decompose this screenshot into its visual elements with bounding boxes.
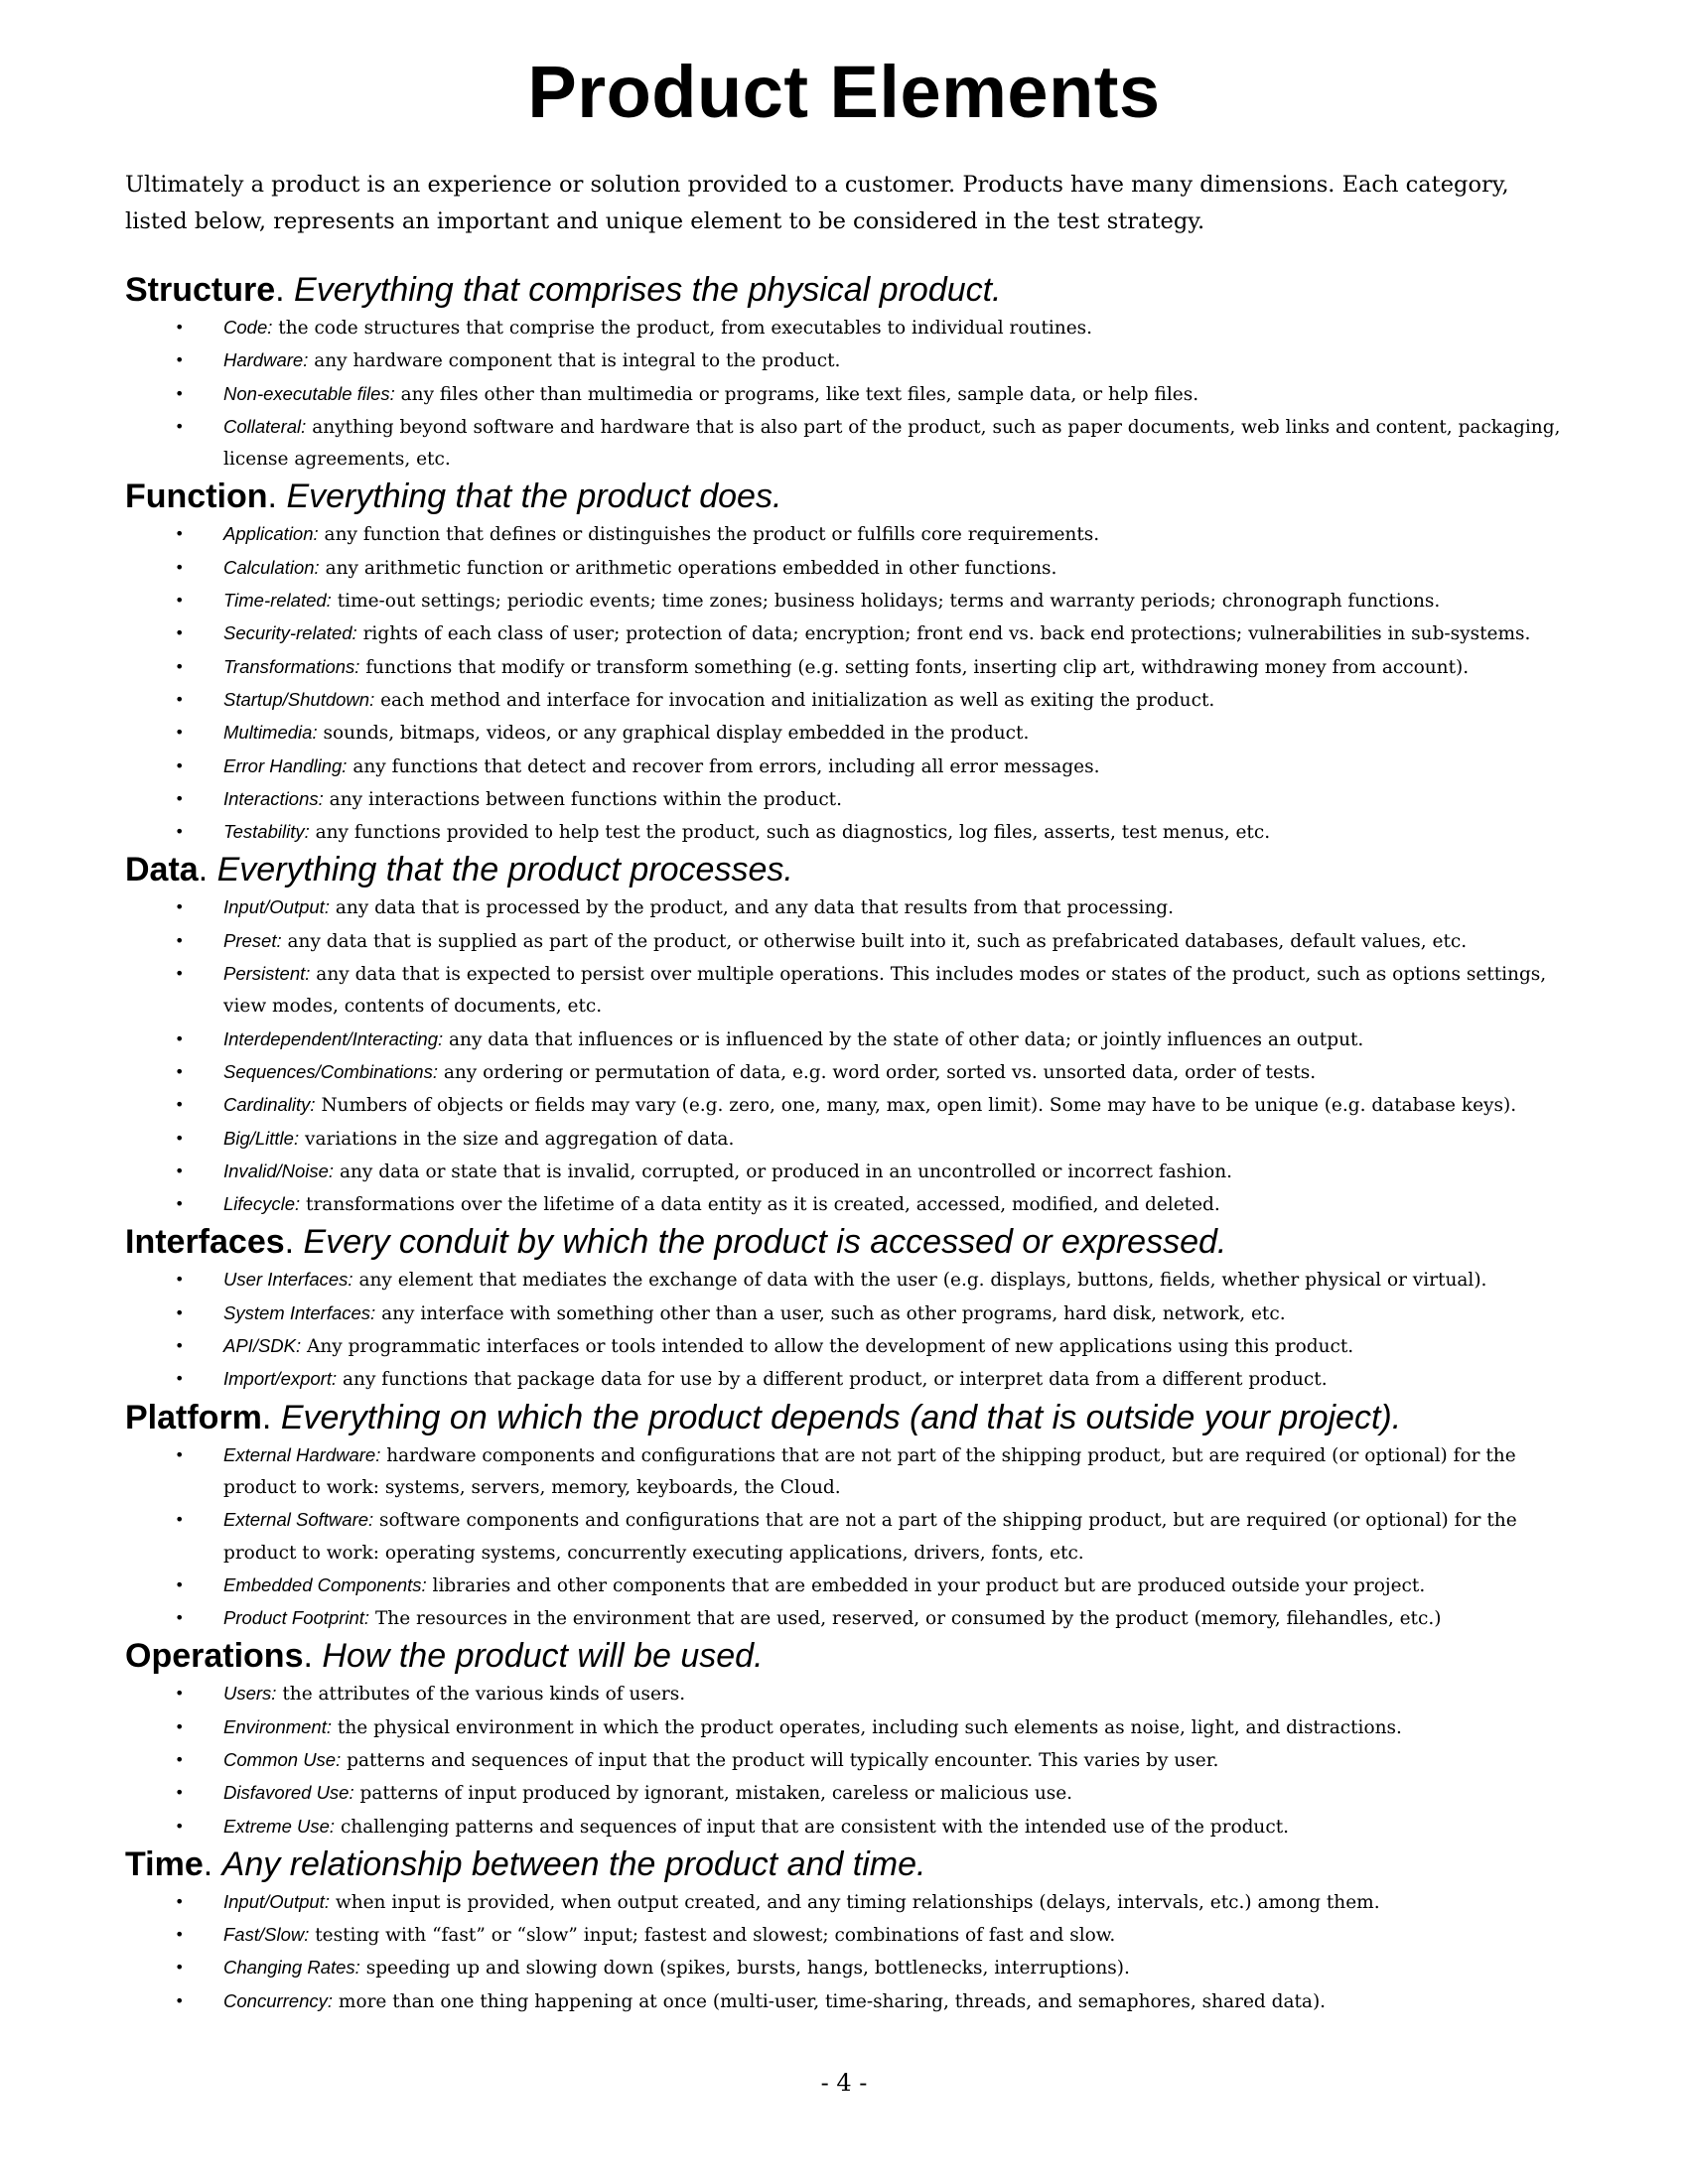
list-item bbox=[125, 1089, 1575, 1122]
list-item bbox=[125, 1777, 1575, 1810]
bullet-icon: • bbox=[175, 1160, 185, 1180]
item-description: patterns of input produced by ignorant, mistaken, careless or malicious use. bbox=[359, 1783, 1073, 1805]
list-item bbox=[125, 1439, 1575, 1505]
section-heading-function bbox=[125, 477, 1575, 516]
item-term: Concurrency: bbox=[223, 1989, 334, 2011]
list-item bbox=[125, 1297, 1575, 1330]
item-description: any data that is processed by the product, and any data that results from that processing. bbox=[335, 897, 1175, 919]
list-item bbox=[125, 1123, 1575, 1156]
bullet-icon: • bbox=[175, 623, 185, 643]
bullet-icon: • bbox=[175, 1194, 185, 1214]
item-description: when input is provided, when output created, and any timing relationships (delays, intervals, etc.) among them. bbox=[335, 1891, 1380, 1913]
list-item bbox=[125, 1919, 1575, 1952]
list-item bbox=[125, 891, 1575, 924]
item-description: variations in the size and aggregation of data. bbox=[305, 1128, 735, 1150]
list-item bbox=[125, 1188, 1575, 1221]
section-tagline: Every conduit by which the product is accessed or expressed. bbox=[303, 1223, 1227, 1262]
item-term: Import/export: bbox=[223, 1368, 338, 1390]
item-description: any functions provided to help test the product, such as diagnostics, log files, asserts, test menus, etc. bbox=[315, 822, 1271, 844]
item-term: System Interfaces: bbox=[223, 1301, 376, 1323]
section-tagline: Everything on which the product depends (and that is outside your project). bbox=[280, 1398, 1402, 1436]
item-term: Extreme Use: bbox=[223, 1815, 336, 1837]
item-description: any ordering or permutation of data, e.g. word order, sorted vs. unsorted data, order of tests. bbox=[443, 1061, 1317, 1083]
item-term: Hardware: bbox=[223, 349, 309, 371]
bullet-icon: • bbox=[175, 1891, 185, 1911]
list-item bbox=[125, 1886, 1575, 1919]
item-term: External Hardware: bbox=[223, 1443, 381, 1465]
bullet-icon: • bbox=[175, 1510, 185, 1530]
list-item bbox=[125, 1678, 1575, 1710]
item-term: Lifecycle: bbox=[223, 1193, 301, 1215]
item-term: Collateral: bbox=[223, 415, 307, 437]
section-tagline: Everything that the product does. bbox=[286, 478, 782, 516]
item-description: testing with “fast” or “slow” input; fastest and slowest; combinations of fast and slow. bbox=[315, 1925, 1116, 1947]
section-name: Structure bbox=[125, 271, 276, 309]
item-term: Invalid/Noise: bbox=[223, 1160, 335, 1181]
list-item bbox=[125, 651, 1575, 684]
bullet-list bbox=[125, 1439, 1575, 1636]
list-item bbox=[125, 1744, 1575, 1777]
list-item bbox=[125, 958, 1575, 1024]
bullet-list bbox=[125, 891, 1575, 1221]
bullet-icon: • bbox=[175, 1336, 185, 1356]
list-item bbox=[125, 312, 1575, 344]
list-item bbox=[125, 751, 1575, 783]
item-term: Input/Output: bbox=[223, 1890, 330, 1912]
item-term: Persistent: bbox=[223, 963, 311, 985]
list-item bbox=[125, 617, 1575, 650]
item-description: challenging patterns and sequences of input that are consistent with the intended use of the product. bbox=[340, 1816, 1290, 1838]
item-description: transformations over the lifetime of a data entity as it is created, accessed, modified, and deleted. bbox=[306, 1194, 1220, 1216]
bullet-icon: • bbox=[175, 383, 185, 403]
section-separator: . bbox=[203, 1844, 222, 1883]
item-term: Product Footprint: bbox=[223, 1607, 370, 1629]
bullet-icon: • bbox=[175, 1270, 185, 1290]
section-tagline: How the product will be used. bbox=[322, 1637, 764, 1676]
section-separator: . bbox=[303, 1637, 323, 1676]
list-item bbox=[125, 816, 1575, 849]
list-item bbox=[125, 552, 1575, 585]
item-description: any element that mediates the exchange of data with the user (e.g. displays, buttons, fields, whether physical or virtual). bbox=[358, 1270, 1487, 1292]
item-term: Startup/Shutdown: bbox=[223, 688, 375, 710]
item-description: any files other than multimedia or programs, like text files, sample data, or help files. bbox=[400, 383, 1199, 405]
item-description: the attributes of the various kinds of users. bbox=[282, 1684, 686, 1706]
bullet-icon: • bbox=[175, 1925, 185, 1945]
list-item bbox=[125, 344, 1575, 377]
bullet-icon: • bbox=[175, 723, 185, 743]
item-description: any interface with something other than a user, such as other programs, hard disk, network, etc. bbox=[381, 1302, 1286, 1324]
item-description: any arithmetic function or arithmetic operations embedded in other functions. bbox=[325, 557, 1057, 579]
item-description: anything beyond software and hardware that is also part of the product, such as paper documents, web links and content, packaging, license agreements, etc. bbox=[223, 416, 1561, 471]
bullet-icon: • bbox=[175, 524, 185, 544]
list-item bbox=[125, 1602, 1575, 1635]
bullet-icon: • bbox=[175, 1061, 185, 1081]
item-term: Environment: bbox=[223, 1715, 332, 1737]
item-term: Non-executable files: bbox=[223, 382, 395, 404]
bullet-icon: • bbox=[175, 1128, 185, 1148]
section-name: Data bbox=[125, 851, 199, 889]
bullet-icon: • bbox=[175, 1444, 185, 1464]
item-term: Embedded Components: bbox=[223, 1573, 427, 1595]
item-term: Application: bbox=[223, 523, 319, 545]
section-name: Time bbox=[125, 1844, 204, 1883]
item-term: Error Handling: bbox=[223, 754, 348, 776]
bullet-icon: • bbox=[175, 755, 185, 775]
section-separator: . bbox=[275, 271, 295, 309]
bullet-icon: • bbox=[175, 1958, 185, 1978]
bullet-icon: • bbox=[175, 656, 185, 676]
bullet-icon: • bbox=[175, 1095, 185, 1115]
item-term: User Interfaces: bbox=[223, 1269, 353, 1291]
section-heading-data bbox=[125, 850, 1575, 889]
item-description: time-out settings; periodic events; time zones; business holidays; terms and warranty periods; chronograph functions. bbox=[337, 591, 1441, 613]
item-term: Common Use: bbox=[223, 1748, 342, 1770]
item-description: the physical environment in which the product operates, including such elements as noise, light, and distractions. bbox=[337, 1716, 1402, 1738]
item-description: The resources in the environment that are used, reserved, or consumed by the product (memory, filehandles, etc.) bbox=[374, 1608, 1442, 1630]
section-tagline: Everything that the product processes. bbox=[216, 851, 793, 889]
item-term: Sequences/Combinations: bbox=[223, 1060, 438, 1082]
bullet-icon: • bbox=[175, 1816, 185, 1836]
intro-paragraph: Ultimately a product is an experience or solution provided to a customer. Products have many dimensions. Each category, listed below, represents an important and unique element to be considered in the test strategy. bbox=[125, 172, 1509, 234]
item-description: any functions that detect and recover from errors, including all error messages. bbox=[352, 755, 1100, 777]
page-title: Product Elements bbox=[527, 51, 1161, 133]
item-description: any data that influences or is influenced by the state of other data; or jointly influences an output. bbox=[449, 1028, 1364, 1050]
bullet-icon: • bbox=[175, 416, 185, 436]
section-heading-time bbox=[125, 1844, 1575, 1884]
section-name: Interfaces bbox=[125, 1223, 285, 1262]
bullet-icon: • bbox=[175, 964, 185, 984]
item-description: any functions that package data for use by a different product, or interpret data from a different product. bbox=[343, 1369, 1328, 1391]
item-term: API/SDK: bbox=[223, 1335, 302, 1357]
bullet-icon: • bbox=[175, 318, 185, 337]
item-term: Preset: bbox=[223, 929, 282, 951]
item-description: hardware components and configurations that are not part of the shipping product, but are required (or optional) for the product to work: systems, servers, memory, keyboards, the Cloud. bbox=[223, 1444, 1516, 1498]
item-description: more than one thing happening at once (multi-user, time-sharing, threads, and semaphores, shared data). bbox=[338, 1990, 1327, 2012]
item-description: Any programmatic interfaces or tools intended to allow the development of new applications using this product. bbox=[307, 1336, 1354, 1358]
item-description: any data that is supplied as part of the product, or otherwise built into it, such as prefabricated databases, default values, etc. bbox=[287, 930, 1468, 952]
item-term: Time-related: bbox=[223, 590, 332, 612]
section-tagline: Everything that comprises the physical product. bbox=[294, 271, 1002, 309]
item-description: each method and interface for invocation and initialization as well as exiting the product. bbox=[380, 689, 1215, 711]
section-heading-platform bbox=[125, 1398, 1575, 1437]
list-item bbox=[125, 1330, 1575, 1363]
bullet-icon: • bbox=[175, 897, 185, 917]
bullet-icon: • bbox=[175, 557, 185, 577]
section-heading-structure bbox=[125, 270, 1575, 310]
section-name: Platform bbox=[125, 1398, 262, 1436]
bullet-icon: • bbox=[175, 1716, 185, 1736]
item-description: patterns and sequences of input that the product will typically encounter. This varies by user. bbox=[347, 1749, 1219, 1771]
section-name: Function bbox=[125, 478, 268, 516]
section-separator: . bbox=[284, 1223, 304, 1262]
list-item bbox=[125, 1952, 1575, 1984]
section-separator: . bbox=[198, 851, 217, 889]
item-term: Transformations: bbox=[223, 655, 360, 677]
bullet-icon: • bbox=[175, 1749, 185, 1769]
list-item bbox=[125, 1504, 1575, 1570]
item-description: any interactions between functions within the product. bbox=[329, 788, 842, 810]
list-item bbox=[125, 585, 1575, 617]
bullet-list bbox=[125, 1264, 1575, 1396]
item-term: Security-related: bbox=[223, 622, 357, 644]
bullet-icon: • bbox=[175, 930, 185, 950]
item-term: Disfavored Use: bbox=[223, 1782, 354, 1804]
item-term: Code: bbox=[223, 317, 273, 338]
list-item bbox=[125, 518, 1575, 551]
section-separator: . bbox=[267, 478, 287, 516]
section-separator: . bbox=[261, 1398, 281, 1436]
bullet-icon: • bbox=[175, 1990, 185, 2010]
item-term: Users: bbox=[223, 1683, 277, 1705]
bullet-icon: • bbox=[175, 822, 185, 842]
bullet-icon: • bbox=[175, 689, 185, 709]
bullet-icon: • bbox=[175, 1028, 185, 1048]
list-item bbox=[125, 783, 1575, 816]
list-item bbox=[125, 1264, 1575, 1297]
item-term: Calculation: bbox=[223, 556, 320, 578]
list-item bbox=[125, 411, 1575, 477]
item-description: software components and configurations that are not a part of the shipping product, but are required (or optional) for the product to work: operating systems, concurrently executing applications, drivers, fonts, etc. bbox=[223, 1510, 1517, 1564]
item-description: speeding up and slowing down (spikes, bursts, hangs, bottlenecks, interruptions). bbox=[365, 1958, 1130, 1979]
bullet-icon: • bbox=[175, 1574, 185, 1594]
bullet-icon: • bbox=[175, 1684, 185, 1704]
item-term: Interdependent/Interacting: bbox=[223, 1027, 444, 1049]
item-description: rights of each class of user; protection of data; encryption; front end vs. back end protections; vulnerabilities in sub-systems. bbox=[362, 623, 1531, 645]
bullet-icon: • bbox=[175, 1302, 185, 1322]
item-term: Multimedia: bbox=[223, 722, 318, 744]
item-description: sounds, bitmaps, videos, or any graphical display embedded in the product. bbox=[323, 723, 1030, 745]
bullet-icon: • bbox=[175, 1783, 185, 1803]
item-term: External Software: bbox=[223, 1509, 374, 1531]
item-term: Input/Output: bbox=[223, 896, 330, 918]
bullet-list bbox=[125, 1886, 1575, 2018]
list-item bbox=[125, 1570, 1575, 1602]
bullet-icon: • bbox=[175, 1608, 185, 1628]
list-item bbox=[125, 378, 1575, 411]
bullet-icon: • bbox=[175, 788, 185, 808]
item-term: Changing Rates: bbox=[223, 1957, 360, 1979]
page-number: - 4 - bbox=[820, 2069, 868, 2097]
item-term: Interactions: bbox=[223, 787, 324, 809]
item-description: libraries and other components that are embedded in your product but are produced outside your project. bbox=[432, 1574, 1426, 1596]
section-heading-interfaces bbox=[125, 1222, 1575, 1262]
item-term: Fast/Slow: bbox=[223, 1924, 310, 1946]
bullet-icon: • bbox=[175, 591, 185, 611]
list-item bbox=[125, 1156, 1575, 1188]
bullet-list bbox=[125, 312, 1575, 476]
sections-container bbox=[125, 270, 1575, 2019]
item-term: Cardinality: bbox=[223, 1094, 316, 1116]
item-description: functions that modify or transform something (e.g. setting fonts, inserting clip art, withdrawing money from account). bbox=[365, 656, 1470, 678]
item-description: the code structures that comprise the product, from executables to individual routines. bbox=[278, 318, 1093, 339]
list-item bbox=[125, 717, 1575, 750]
item-description: any function that defines or distinguishes the product or fulfills core requirements. bbox=[324, 524, 1100, 546]
list-item bbox=[125, 1056, 1575, 1089]
item-description: any data or state that is invalid, corrupted, or produced in an uncontrolled or incorrect fashion. bbox=[339, 1160, 1233, 1182]
list-item bbox=[125, 1024, 1575, 1056]
item-description: any data that is expected to persist over multiple operations. This includes modes or states of the product, such as options settings, view modes, contents of documents, etc. bbox=[223, 964, 1547, 1018]
list-item bbox=[125, 1811, 1575, 1843]
list-item bbox=[125, 1985, 1575, 2018]
list-item bbox=[125, 925, 1575, 958]
section-heading-operations bbox=[125, 1636, 1575, 1676]
bullet-icon: • bbox=[175, 350, 185, 370]
item-description: Numbers of objects or fields may vary (e.g. zero, one, many, max, open limit). Some may have to be unique (e.g. database keys). bbox=[321, 1095, 1517, 1117]
list-item bbox=[125, 1711, 1575, 1744]
item-description: any hardware component that is integral to the product. bbox=[314, 350, 841, 372]
bullet-list bbox=[125, 518, 1575, 849]
bullet-list bbox=[125, 1678, 1575, 1843]
item-term: Big/Little: bbox=[223, 1127, 300, 1149]
item-term: Testability: bbox=[223, 821, 310, 843]
list-item bbox=[125, 684, 1575, 717]
section-name: Operations bbox=[125, 1637, 304, 1676]
section-tagline: Any relationship between the product and time. bbox=[221, 1844, 926, 1883]
bullet-icon: • bbox=[175, 1369, 185, 1389]
list-item bbox=[125, 1363, 1575, 1396]
